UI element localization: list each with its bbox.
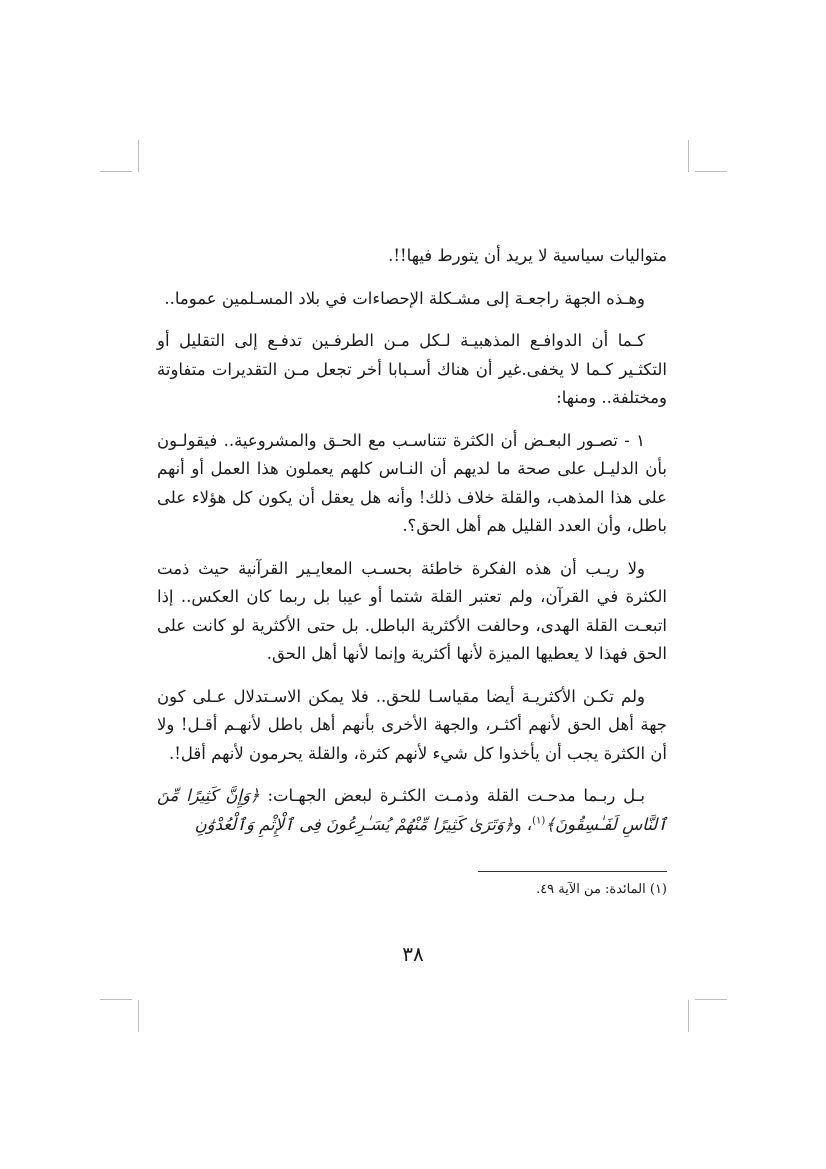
crop-mark-bottom-left-horizontal (100, 999, 132, 1000)
paragraph-7 (157, 782, 667, 839)
quran-verse-2: ﴿وَتَرَىٰ كَثِيرًا مِّنْهُمْ يُسَـٰرِعُونَ فِى ٱلْإِثْمِ وَٱلْعُدْوَٰنِ (194, 814, 514, 834)
crop-mark-bottom-right-horizontal (695, 999, 727, 1000)
crop-mark-bottom-right-vertical (688, 1000, 689, 1032)
footnote-marker[interactable]: (١) (532, 815, 546, 826)
paragraph-4: ١ - تصـور البعـض أن الكثرة تتناسـب مع الحـق والمشروعية.. فيقولـون بأن الدليـل على صحة ما لديهم أن النـاس كلهم يعملون هذا العمل أو أنهم على هذا المذهب، والقلة خلاف ذلك! وأنه هل يعقل أن يكون كل هؤلاء على باطل، وأن العدد القليل هم أهل الحق؟. (157, 430, 667, 535)
footnote: (١) المائدة: من الآية ٤٩. (536, 882, 667, 897)
page-number: ٣٨ (402, 942, 424, 966)
crop-mark-top-left-horizontal (100, 171, 132, 172)
paragraph-2: وهـذه الجهة راجعـة إلى مشـكلة الإحصاءات في بلاد المسـلمين عموما.. (164, 288, 645, 308)
paragraph-5: ولا ريـب أن هذه الفكرة خاطئة بحسـب المعايـير القرآنية حيث ذمت الكثرة في القرآن، ولم تعتبر القلة شتما أو عيبا بل ربما كان العكس.. إذا اتبعـت القلة الهدى، وحالفت الأكثرية الباطل. بل حتى الأكثرية لو كانت على الحق فهذا لا يعطيها الميزة لأنها أكثرية وإنما لأنها أهل الحق. (157, 558, 667, 663)
paragraph-7-connector: ، و (513, 814, 533, 834)
crop-mark-top-right-vertical (688, 140, 689, 172)
crop-mark-top-right-horizontal (695, 171, 727, 172)
paragraph-1: متواليات سياسية لا يريد أن يتورط فيها!!. (388, 246, 667, 265)
quran-verse-1: ﴿وَإِنَّ كَثِيرًا مِّنَ ٱلنَّاسِ لَفَـٰسِقُونَ﴾ (157, 786, 667, 834)
paragraph-7-lead: بـل ربـما مدحـت القلة وذمـت الكثـرة لبعض الجهـات: (259, 786, 645, 805)
crop-mark-bottom-left-vertical (138, 1000, 139, 1032)
body-text (157, 242, 667, 853)
paragraph-3: كـما أن الدوافـع المذهبيـة لـكل مـن الطرفـين تدفـع إلى التقليل أو التكثـير كـما لا يخفى.غير أن هناك أسـبابا أخر تجعل مـن التقديرات متفاوتة ومختلفة.. ومنها: (157, 331, 667, 407)
paragraph-6: ولم تكـن الأكثريـة أيضا مقياسـا للحق.. فلا يمكن الاسـتدلال عـلى كون جهة أهل الحق لأنهم أكثـر، والجهة الأخرى بأنهم أهل باطل لأنهـم أقـل! ولا أن الكثرة يجب أن يأخذوا كل شيء لأنهم كثرة، والقلة يحرمون لأنهم أقل!. (157, 686, 667, 763)
footnote-divider (478, 871, 667, 872)
crop-mark-top-left-vertical (138, 140, 139, 172)
